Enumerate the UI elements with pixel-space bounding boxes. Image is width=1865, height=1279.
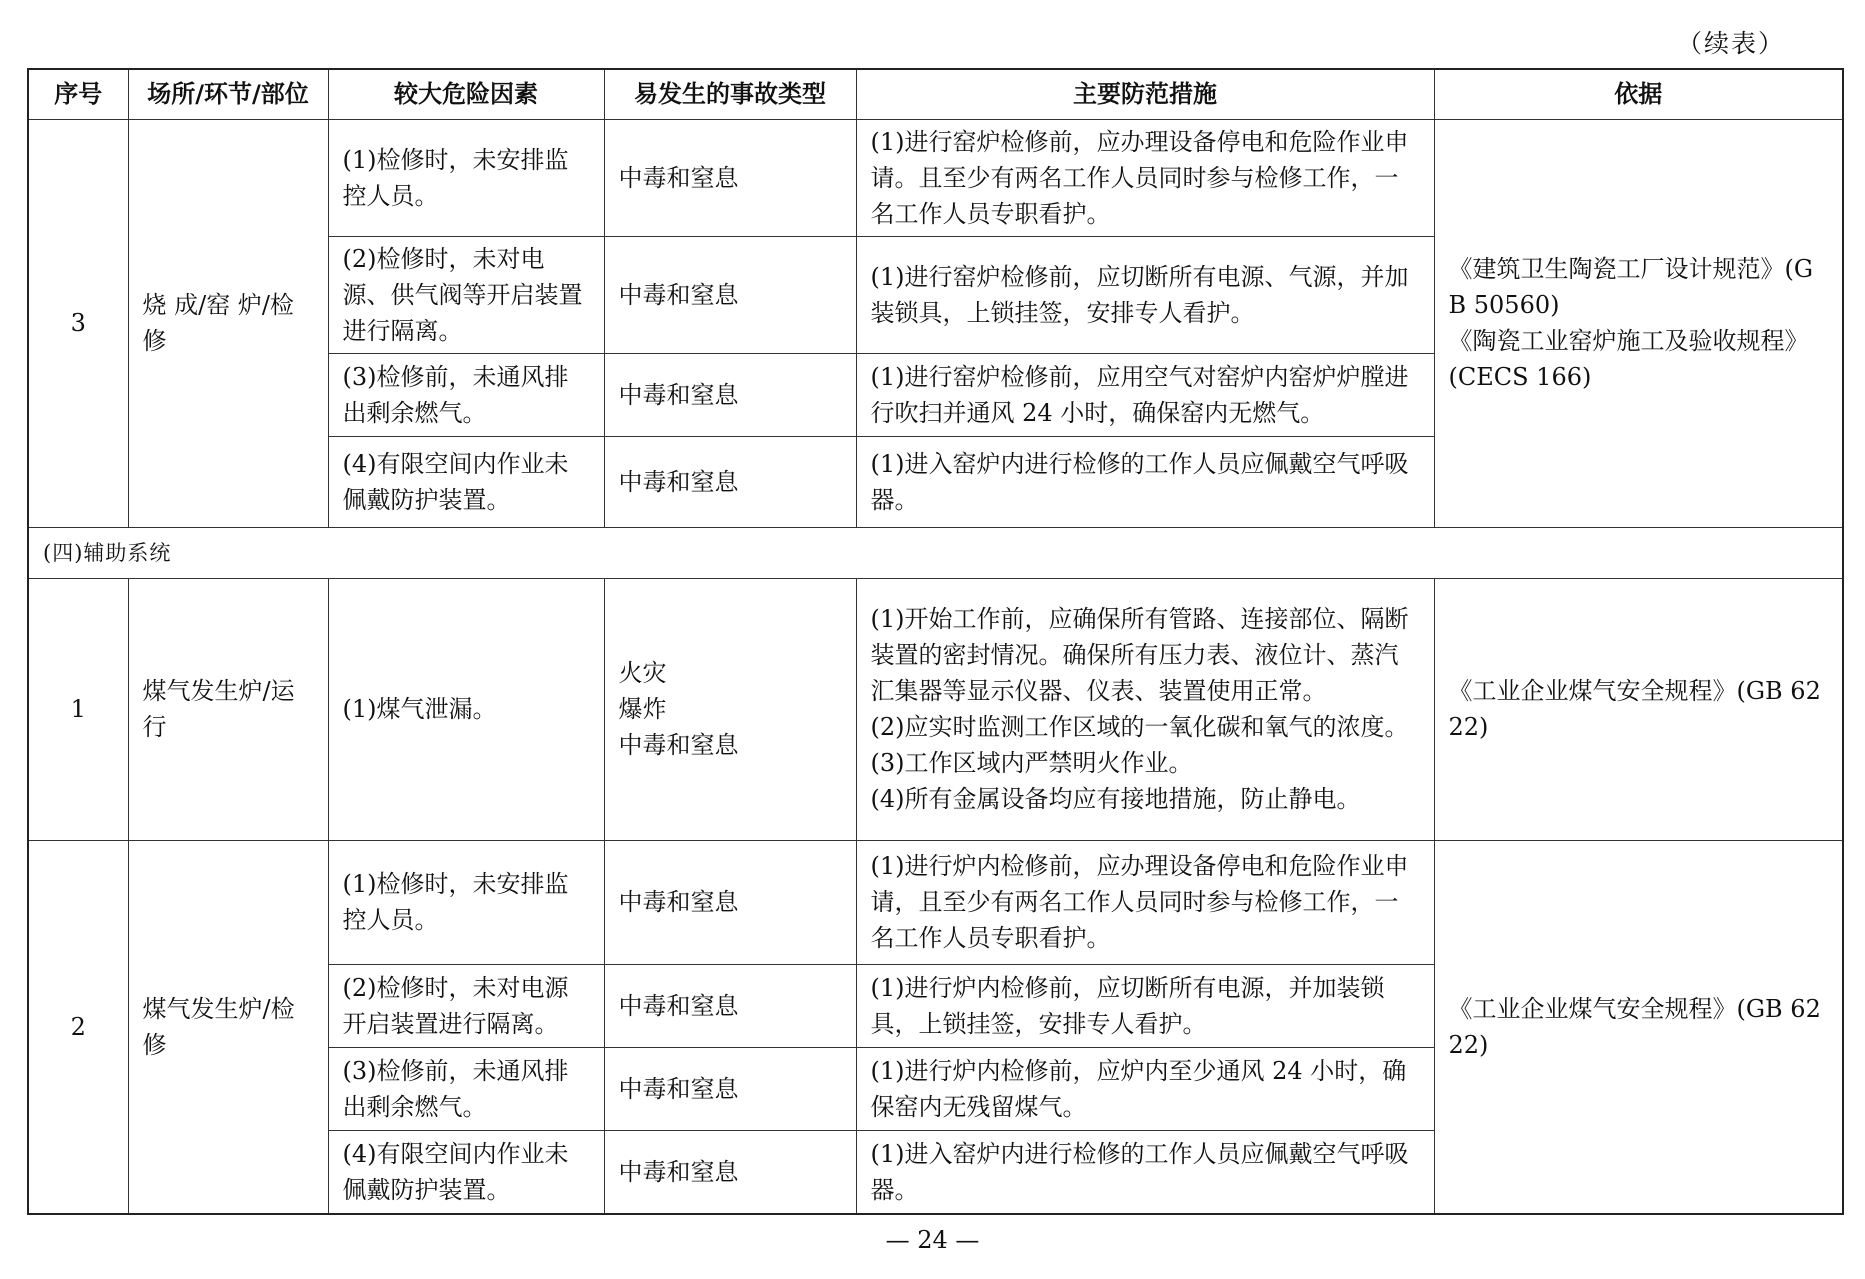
measures-cell xyxy=(856,578,1434,840)
seq-cell: 3 xyxy=(28,119,128,527)
table-row xyxy=(28,578,1843,840)
hazard-cell: (2)检修时，未对电源、供气阀等开启装置进行隔离。 xyxy=(328,236,604,353)
measure-item: (1)开始工作前，应确保所有管路、连接部位、隔断装置的密封情况。确保所有压力表、液位计、蒸汽汇集器等显示仪器、仪表、装置使用正常。 xyxy=(870,605,1409,705)
accident-cell: 中毒和窒息 xyxy=(604,353,856,436)
header-measures: 主要防范措施 xyxy=(856,69,1434,119)
measure-item: (1)进行窑炉检修前，应切断所有电源、气源，并加装锁具，上锁挂签，安排专人看护。 xyxy=(870,262,1409,327)
hazard-cell: (4)有限空间内作业未佩戴防护装置。 xyxy=(328,1130,604,1214)
hazard-cell: (2)检修时，未对电源开启装置进行隔离。 xyxy=(328,964,604,1047)
table-row xyxy=(28,119,1843,236)
accident-cell: 中毒和窒息 xyxy=(604,840,856,964)
seq-cell: 2 xyxy=(28,840,128,1214)
basis-item: 《工业企业煤气安全规程》(GB 6222) xyxy=(1448,994,1821,1059)
accident-cell: 中毒和窒息 xyxy=(604,436,856,527)
basis-item: 《工业企业煤气安全规程》(GB 6222) xyxy=(1448,677,1821,741)
section-row xyxy=(28,527,1843,578)
measure-item: (1)进行炉内检修前，应切断所有电源，并加装锁具，上锁挂签，安排专人看护。 xyxy=(870,973,1385,1038)
measures-cell xyxy=(856,840,1434,964)
basis-cell xyxy=(1434,840,1843,1214)
basis-item: 《陶瓷工业窑炉施工及验收规程》(CECS 166) xyxy=(1448,327,1809,391)
header-accident-type: 易发生的事故类型 xyxy=(604,69,856,119)
accident-item: 中毒和窒息 xyxy=(618,731,739,759)
measure-item: (2)应实时监测工作区域的一氧化碳和氧气的浓度。 xyxy=(870,713,1409,741)
page-number: — 24 — xyxy=(885,1226,980,1254)
measure-item: (1)进行炉内检修前，应办理设备停电和危险作业申请，且至少有两名工作人员同时参与检修工作，一名工作人员专职看护。 xyxy=(870,852,1409,952)
measures-cell xyxy=(856,1130,1434,1214)
measures-cell xyxy=(856,236,1434,353)
accident-cell: 中毒和窒息 xyxy=(604,964,856,1047)
measures-cell xyxy=(856,353,1434,436)
header-hazard: 较大危险因素 xyxy=(328,69,604,119)
header-basis: 依据 xyxy=(1434,69,1843,119)
measures-cell xyxy=(856,119,1434,236)
accident-cell xyxy=(604,578,856,840)
seq-cell: 1 xyxy=(28,578,128,840)
table-row xyxy=(28,840,1843,964)
location-cell: 煤气发生炉/运行 xyxy=(128,578,328,840)
measure-item: (1)进入窑炉内进行检修的工作人员应佩戴空气呼吸器。 xyxy=(870,449,1409,514)
header-location: 场所/环节/部位 xyxy=(128,69,328,119)
hazard-cell: (4)有限空间内作业未佩戴防护装置。 xyxy=(328,436,604,527)
location-cell: 烧 成/窑 炉/检修 xyxy=(128,119,328,527)
basis-item: 《建筑卫生陶瓷工厂设计规范》(GB 50560) xyxy=(1448,255,1814,319)
measures-cell xyxy=(856,1047,1434,1130)
measures-cell xyxy=(856,964,1434,1047)
hazard-cell: (3)检修前，未通风排出剩余燃气。 xyxy=(328,1047,604,1130)
measure-item: (1)进行窑炉检修前，应办理设备停电和危险作业申请。且至少有两名工作人员同时参与检修工作，一名工作人员专职看护。 xyxy=(870,127,1409,228)
basis-cell xyxy=(1434,119,1843,527)
accident-item: 火灾 xyxy=(618,659,667,687)
continued-label: （续表） xyxy=(1676,29,1785,58)
measure-item: (4)所有金属设备均应有接地措施，防止静电。 xyxy=(870,785,1361,813)
hazard-cell: (3)检修前，未通风排出剩余燃气。 xyxy=(328,353,604,436)
accident-cell: 中毒和窒息 xyxy=(604,1130,856,1214)
basis-cell xyxy=(1434,578,1843,840)
header-seq: 序号 xyxy=(28,69,128,119)
section-title: (四)辅助系统 xyxy=(28,527,1843,578)
hazard-cell: (1)煤气泄漏。 xyxy=(328,578,604,840)
table-header-row xyxy=(28,69,1843,119)
measure-item: (3)工作区域内严禁明火作业。 xyxy=(870,749,1193,777)
hazard-cell: (1)检修时，未安排监控人员。 xyxy=(328,840,604,964)
measure-item: (1)进行炉内检修前，应炉内至少通风 24 小时，确保窑内无残留煤气。 xyxy=(870,1056,1407,1121)
accident-cell: 中毒和窒息 xyxy=(604,119,856,236)
hazard-table xyxy=(27,68,1844,1215)
measure-item: (1)进行窑炉检修前，应用空气对窑炉内窑炉炉膛进行吹扫并通风 24 小时，确保窑内无燃气。 xyxy=(870,362,1409,427)
accident-item: 爆炸 xyxy=(618,695,667,723)
accident-cell: 中毒和窒息 xyxy=(604,1047,856,1130)
measures-cell xyxy=(856,436,1434,527)
location-cell: 煤气发生炉/检修 xyxy=(128,840,328,1214)
accident-cell: 中毒和窒息 xyxy=(604,236,856,353)
hazard-cell: (1)检修时，未安排监控人员。 xyxy=(328,119,604,236)
measure-item: (1)进入窑炉内进行检修的工作人员应佩戴空气呼吸器。 xyxy=(870,1139,1409,1204)
